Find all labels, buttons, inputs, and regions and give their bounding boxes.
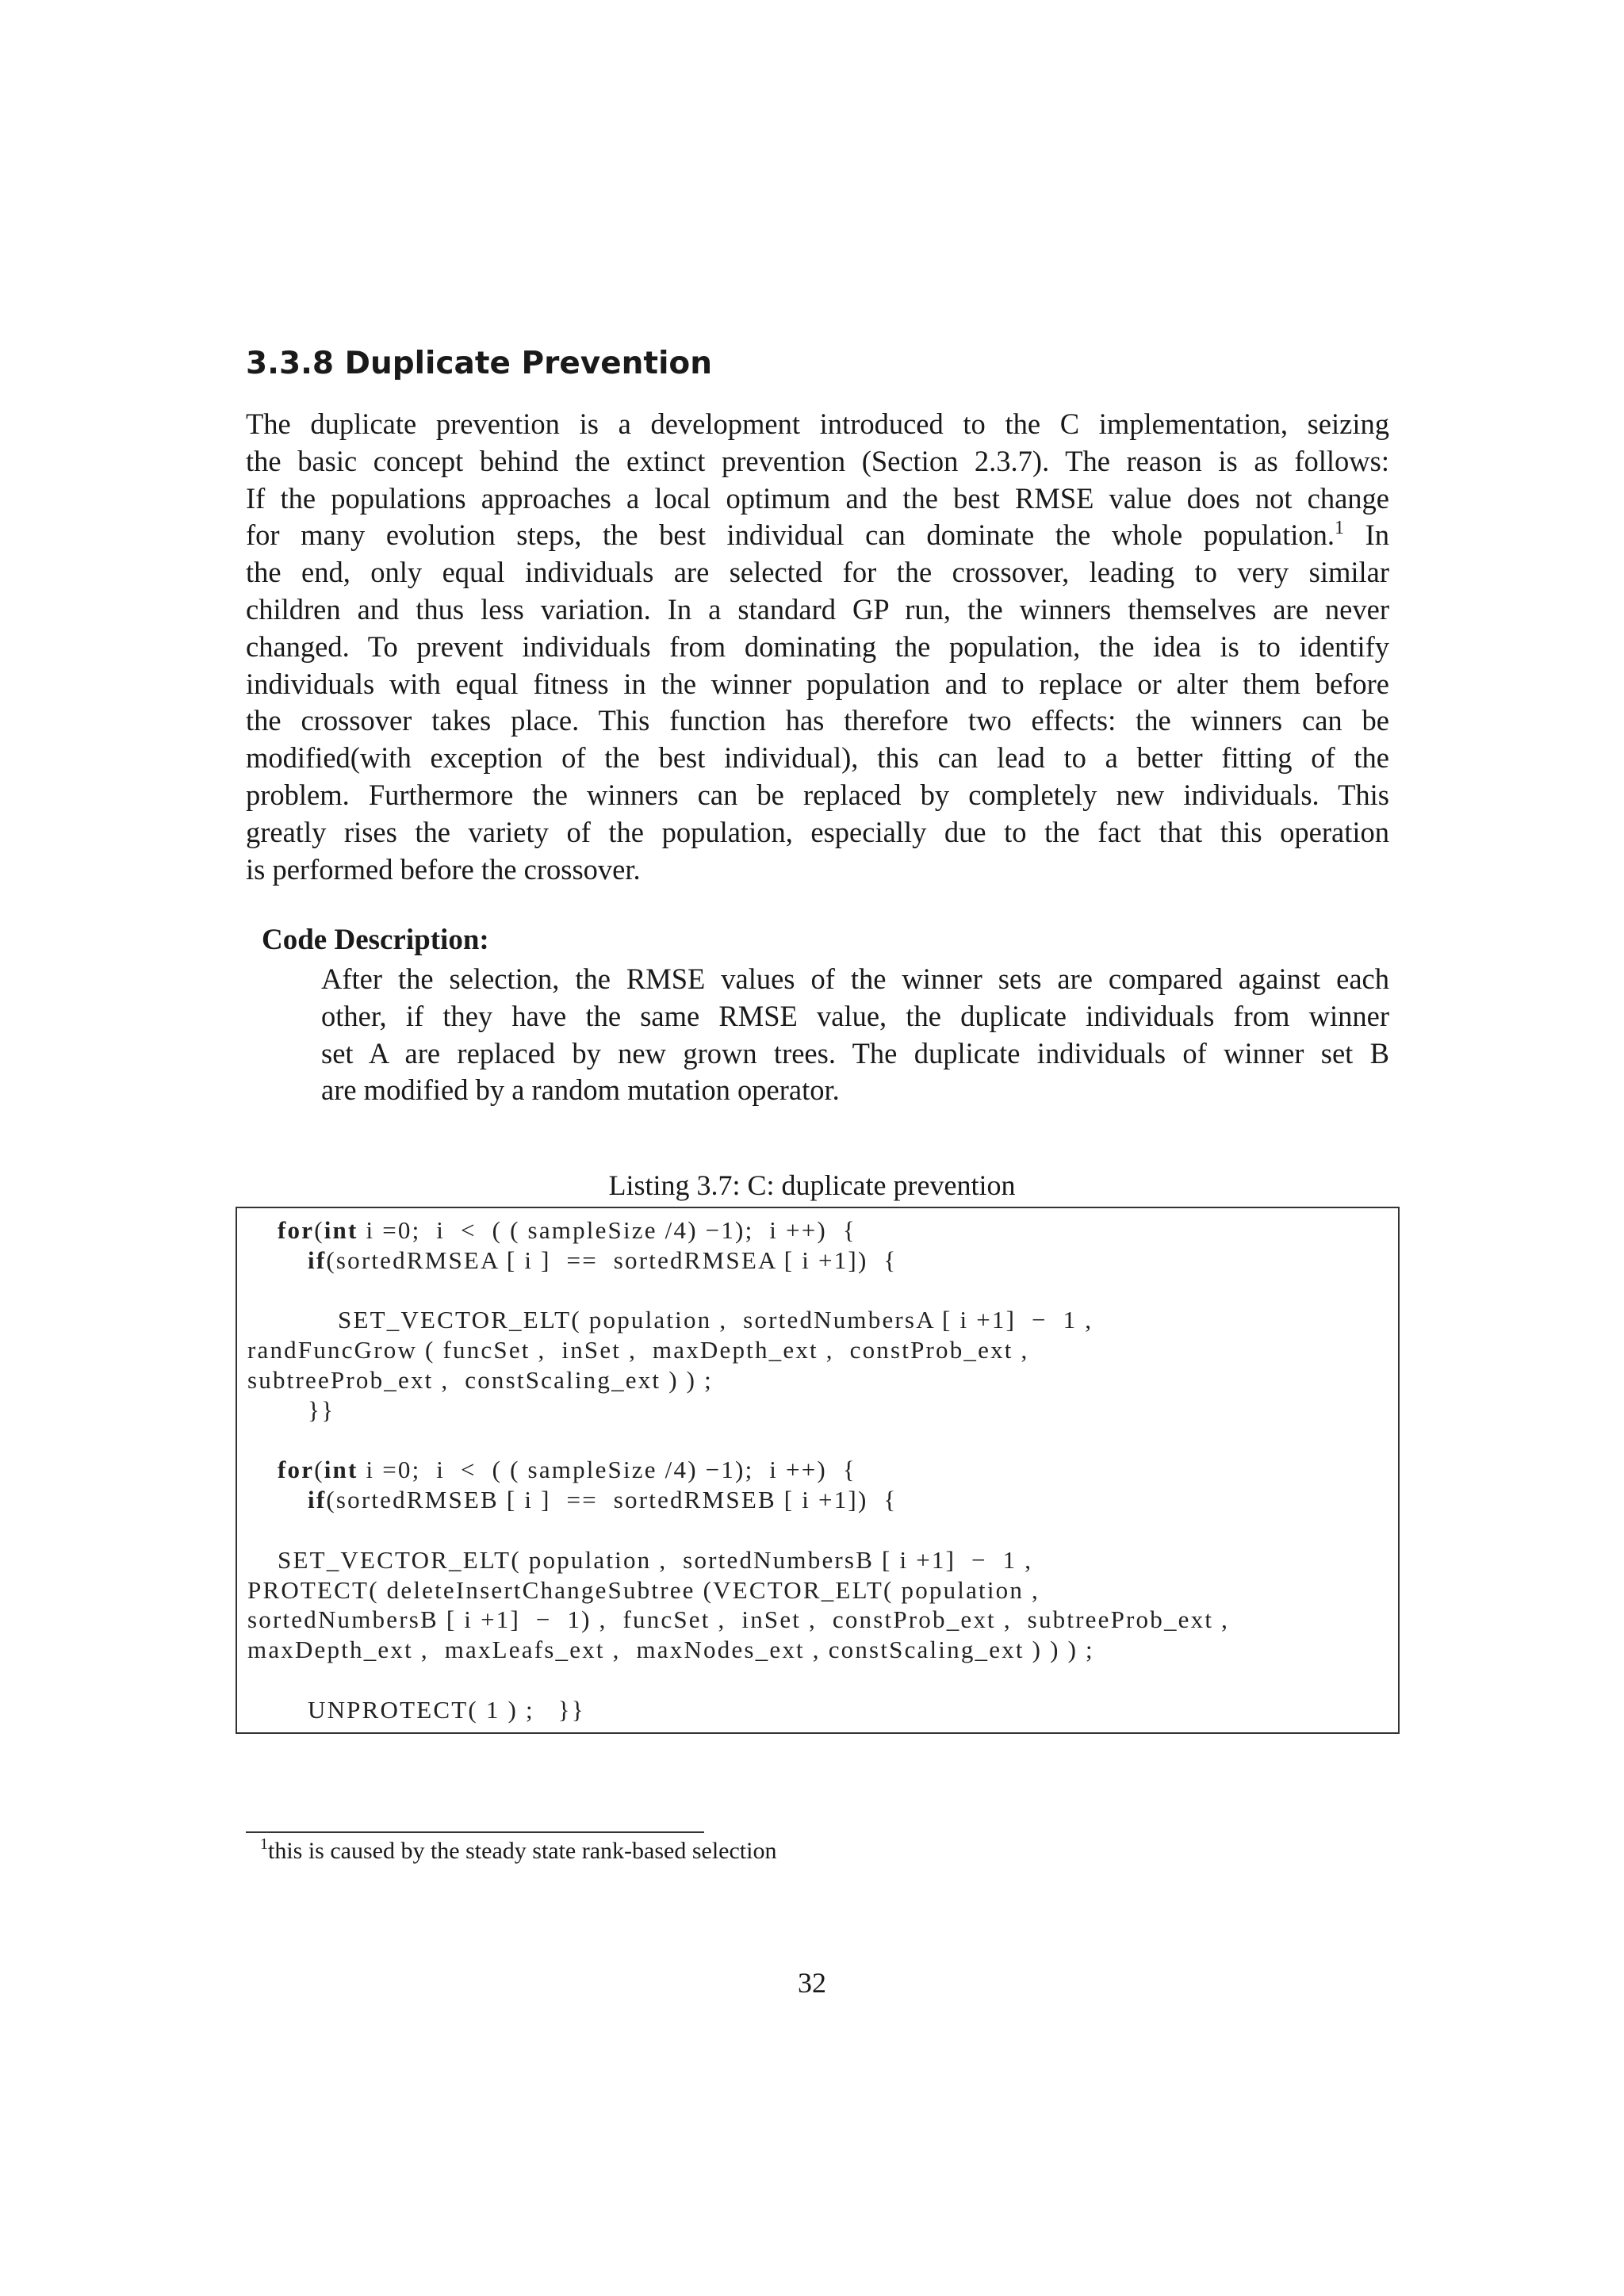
listing-caption: Listing 3.7: C: duplicate prevention: [608, 1169, 1016, 1201]
code-keyword: int: [324, 1216, 358, 1244]
paragraph-line-with-footnote: [246, 517, 1389, 554]
description-line: set A are replaced by new grown trees. The duplicate individuals of winner set B: [321, 1036, 1389, 1070]
code-line: sortedNumbersB [ i +1] − 1) , funcSet , inSet , constProb_ext , subtreeProb_ext ,: [247, 1605, 1230, 1634]
footnote-text: this is caused by the steady state rank-based selection: [268, 1838, 777, 1864]
paragraph-line: modified(with exception of the best individual), this can lead to a better fitting of the: [246, 741, 1389, 775]
paragraph-line: individuals with equal fitness in the winner population and to replace or alter them before: [246, 667, 1389, 700]
code-description-body: [321, 961, 1389, 1109]
code-line: if(sortedRMSEA [ i ] == sortedRMSEA [ i +1]) {: [308, 1246, 898, 1274]
code-description-term: Code Description:: [262, 924, 489, 956]
code-line: for(int i =0; i < ( ( sampleSize /4) −1); i ++) {: [278, 1216, 856, 1244]
paragraph-line: The duplicate prevention is a development introduced to the C implementation, seizing: [246, 408, 1389, 440]
paragraph-line: problem. Furthermore the winners can be replaced by completely new individuals. This: [246, 778, 1389, 811]
code-keyword: for: [278, 1216, 315, 1244]
footnote: [260, 1835, 777, 1865]
code-keyword: if: [308, 1246, 327, 1274]
description-line: other, if they have the same RMSE value, the duplicate individuals from winner: [321, 999, 1389, 1032]
code-line: subtreeProb_ext , constScaling_ext ) ) ;: [247, 1366, 713, 1394]
code-keyword: if: [308, 1486, 327, 1514]
body-paragraph: [246, 406, 1389, 888]
paragraph-line: the basic concept behind the extinct prevention (Section 2.3.7). The reason is as follows:: [246, 444, 1389, 477]
section-heading: 3.3.8 Duplicate Prevention: [246, 346, 712, 381]
code-line: SET_VECTOR_ELT( population , sortedNumbersA [ i +1] − 1 ,: [338, 1306, 1094, 1334]
footnote-reference[interactable]: 1: [1335, 518, 1344, 539]
code-line: UNPROTECT( 1 ) ; }}: [308, 1695, 585, 1724]
paragraph-line: is performed before the crossover.: [246, 852, 641, 886]
code-line: }}: [308, 1395, 335, 1424]
paragraph-line: changed. To prevent individuals from dominating the population, the idea is to identify: [246, 629, 1389, 663]
footnote-divider: [246, 1831, 704, 1833]
paragraph-line: If the populations approaches a local optimum and the best RMSE value does not change: [246, 481, 1389, 515]
paragraph-line: greatly rises the variety of the population, especially due to the fact that this operation: [246, 815, 1389, 848]
paragraph-line: the crossover takes place. This function has therefore two effects: the winners can be: [246, 704, 1389, 737]
code-line: if(sortedRMSEB [ i ] == sortedRMSEB [ i +1]) {: [308, 1486, 898, 1514]
code-line: SET_VECTOR_ELT( population , sortedNumbersB [ i +1] − 1 ,: [278, 1545, 1033, 1574]
code-line: PROTECT( deleteInsertChangeSubtree (VECTOR_ELT( population ,: [247, 1575, 1040, 1604]
code-line: for(int i =0; i < ( ( sampleSize /4) −1); i ++) {: [278, 1456, 856, 1484]
code-line: maxDepth_ext , maxLeafs_ext , maxNodes_ext , constScaling_ext ) ) ) ;: [247, 1636, 1094, 1664]
footnote-marker: 1: [260, 1835, 268, 1853]
paragraph-line-tail: In: [1365, 519, 1389, 552]
code-keyword: int: [324, 1456, 358, 1484]
paragraph-line: the end, only equal individuals are selected for the crossover, leading to very similar: [246, 556, 1389, 589]
page-number: 32: [798, 1967, 826, 1999]
description-line: After the selection, the RMSE values of the winner sets are compared against each: [321, 962, 1389, 995]
code-keyword: for: [278, 1456, 315, 1484]
paragraph-line-text: for many evolution steps, the best individual can dominate the whole population.: [246, 519, 1335, 552]
description-line: are modified by a random mutation operator.: [321, 1073, 840, 1107]
paragraph-line: children and thus less variation. In a standard GP run, the winners themselves are never: [246, 592, 1389, 626]
code-line: randFuncGrow ( funcSet , inSet , maxDepth_ext , constProb_ext ,: [247, 1336, 1029, 1364]
